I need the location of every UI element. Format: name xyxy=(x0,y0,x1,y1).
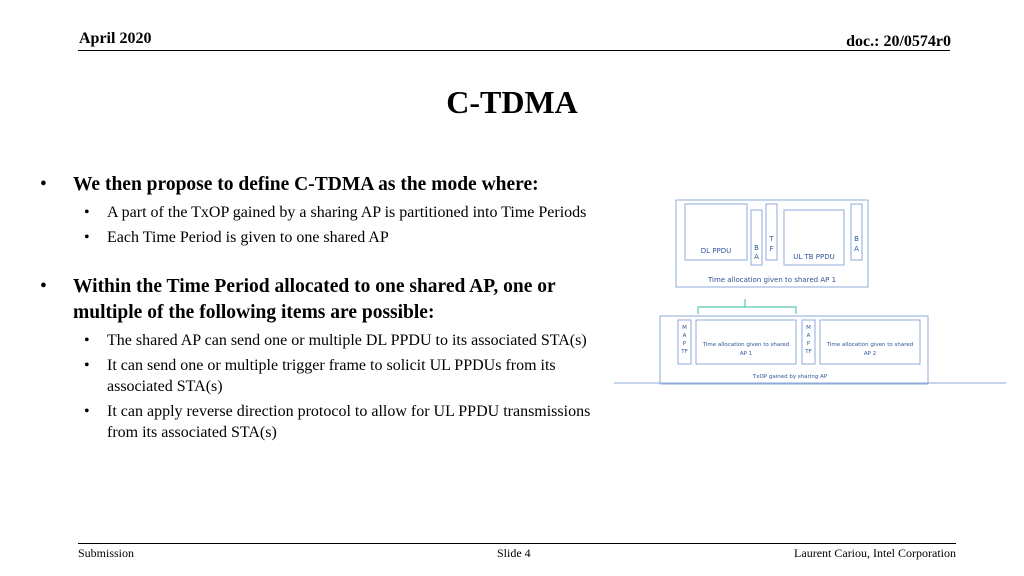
map1-letter-a: A xyxy=(682,333,687,339)
map2-letter-a: A xyxy=(806,333,811,339)
header-doc-id: doc.: 20/0574r0 xyxy=(846,33,951,50)
bullet-sub-1-2: • Each Time Period is given to one shared AP xyxy=(40,227,600,248)
bullet-sub-1-1: • A part of the TxOP gained by a sharing AP is partitioned into Time Periods xyxy=(40,202,600,223)
bullet-main-2: • Within the Time Period allocated to one shared AP, one or multiple of the following items are possible: xyxy=(40,274,600,326)
alloc2-line-2: AP 2 xyxy=(863,351,877,357)
alloc2-line-1: Time allocation given to shared xyxy=(826,342,914,348)
ctdma-timing-diagram xyxy=(614,196,1006,388)
zoom-bracket xyxy=(698,299,796,314)
bullet-sub-2-3: • It can apply reverse direction protocol to allow for UL PPDU transmissions from its associated STA(s) xyxy=(40,401,600,443)
ul-tb-ppdu-label: UL TB PPDU xyxy=(793,253,835,261)
footer-divider xyxy=(78,543,956,544)
dl-ppdu-label: DL PPDU xyxy=(700,247,732,255)
ba2-letter-1: B xyxy=(854,235,859,243)
map1-letter-p: P xyxy=(682,341,687,347)
ba2-letter-2: A xyxy=(854,245,859,253)
alloc1-line-2: AP 1 xyxy=(739,351,753,357)
footer-slide-number: Slide 4 xyxy=(497,546,531,560)
map1-tf: TF xyxy=(681,349,688,355)
ap1-allocation-caption: Time allocation given to shared AP 1 xyxy=(707,276,837,284)
bullet-main-1: • We then propose to define C-TDMA as the mode where: xyxy=(40,172,600,198)
map2-letter-p: P xyxy=(806,341,811,347)
header-divider xyxy=(78,50,950,51)
alloc1-line-1: Time allocation given to shared xyxy=(702,342,790,348)
footer-submission: Submission xyxy=(78,546,135,560)
txop-caption: TxOP gained by sharing AP xyxy=(752,374,828,380)
bullet-sub-2-2: • It can send one or multiple trigger frame to solicit UL PPDUs from its associated STA(s) xyxy=(40,355,600,397)
ba1-letter-1: B xyxy=(754,244,759,252)
bullet-list xyxy=(40,172,600,443)
tf-letter-1: T xyxy=(769,235,774,243)
slide-title: C-TDMA xyxy=(446,84,578,120)
map1-letter-m: M xyxy=(682,325,687,331)
header-date: April 2020 xyxy=(79,30,152,47)
tf-letter-2: F xyxy=(769,245,774,253)
bullet-sub-2-1: • The shared AP can send one or multiple DL PPDU to its associated STA(s) xyxy=(40,330,600,351)
map2-letter-m: M xyxy=(806,325,811,331)
footer-author: Laurent Cariou, Intel Corporation xyxy=(794,546,956,560)
ap1-allocation-frame xyxy=(676,200,868,287)
ba1-letter-2: A xyxy=(754,253,759,261)
map2-tf: TF xyxy=(805,349,812,355)
